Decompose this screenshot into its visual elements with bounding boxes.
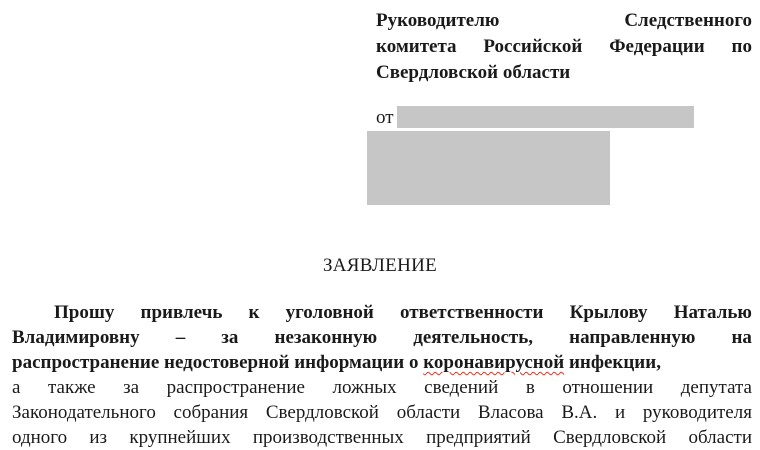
body-word: Прошу <box>54 302 115 323</box>
body-word: в <box>525 377 535 398</box>
body-word: ответственности <box>400 302 544 323</box>
body-line-6 <box>12 425 752 450</box>
body-word: деятельность, <box>413 327 534 348</box>
body-word: ложных <box>332 377 397 398</box>
body-word: к <box>248 302 260 323</box>
body-line-5 <box>12 400 752 425</box>
body-word: Законодательного <box>12 402 156 423</box>
body-word: собрания <box>173 402 249 423</box>
body-word: привлечь <box>140 302 223 323</box>
body-word: а <box>12 377 21 398</box>
body-word: отношении <box>562 377 654 398</box>
addressee-word: комитета <box>376 36 457 57</box>
redaction-box-sender-details <box>367 131 610 205</box>
body-word: Наталью <box>673 302 752 323</box>
body-word: производственных <box>252 427 404 448</box>
body-word: Владимировну <box>12 327 140 348</box>
addressee-line-2 <box>376 34 752 60</box>
addressee-line-1 <box>376 8 752 34</box>
body-word: за <box>123 377 140 398</box>
body-word: депутата <box>680 377 752 398</box>
body-word: направленную <box>569 327 696 348</box>
body-word: за <box>221 327 239 348</box>
body-word: Свердловской <box>265 402 379 423</box>
addressee-word: Федерации <box>609 36 705 57</box>
addressee-word: Руководителю <box>376 10 500 31</box>
body-word: на <box>731 327 752 348</box>
body-text-segment: распространение недостоверной информации о <box>12 352 419 373</box>
body-word: уголовной <box>285 302 374 323</box>
body-word: – <box>175 327 186 348</box>
addressee-word: Свердловской области <box>376 62 571 83</box>
body-word: В.А. <box>561 402 598 423</box>
body-line-2 <box>12 325 752 350</box>
body-line-3 <box>12 350 752 375</box>
body-word: сведений <box>424 377 499 398</box>
body-word: предприятий <box>426 427 531 448</box>
body-word: из <box>89 427 108 448</box>
body-word: области <box>396 402 461 423</box>
body-word: одного <box>12 427 68 448</box>
addressee-word: Следственного <box>624 10 752 31</box>
body-word: руководителя <box>642 402 752 423</box>
body-word: Крылову <box>569 302 648 323</box>
addressee-block <box>376 8 752 86</box>
body-line-1 <box>12 300 752 325</box>
body-word: распространение <box>166 377 305 398</box>
redaction-box-sender-name <box>397 106 694 128</box>
spellcheck-flagged-word: коронавирусной <box>423 352 565 373</box>
body-word: и <box>614 402 626 423</box>
body-word: также <box>48 377 96 398</box>
body-text-segment: инфекции, <box>568 352 661 373</box>
body-line-4 <box>12 375 752 400</box>
from-label: от <box>376 107 394 128</box>
body-word: Свердловской <box>553 427 667 448</box>
body-word: области <box>688 427 752 448</box>
body-word: незаконную <box>274 327 378 348</box>
body-word: Власова <box>477 402 544 423</box>
addressee-word: по <box>731 36 752 57</box>
body-word: крупнейших <box>129 427 231 448</box>
addressee-line-3 <box>376 60 752 86</box>
statement-body <box>12 300 752 450</box>
document-title: ЗАЯВЛЕНИЕ <box>322 255 438 276</box>
addressee-word: Российской <box>483 36 583 57</box>
